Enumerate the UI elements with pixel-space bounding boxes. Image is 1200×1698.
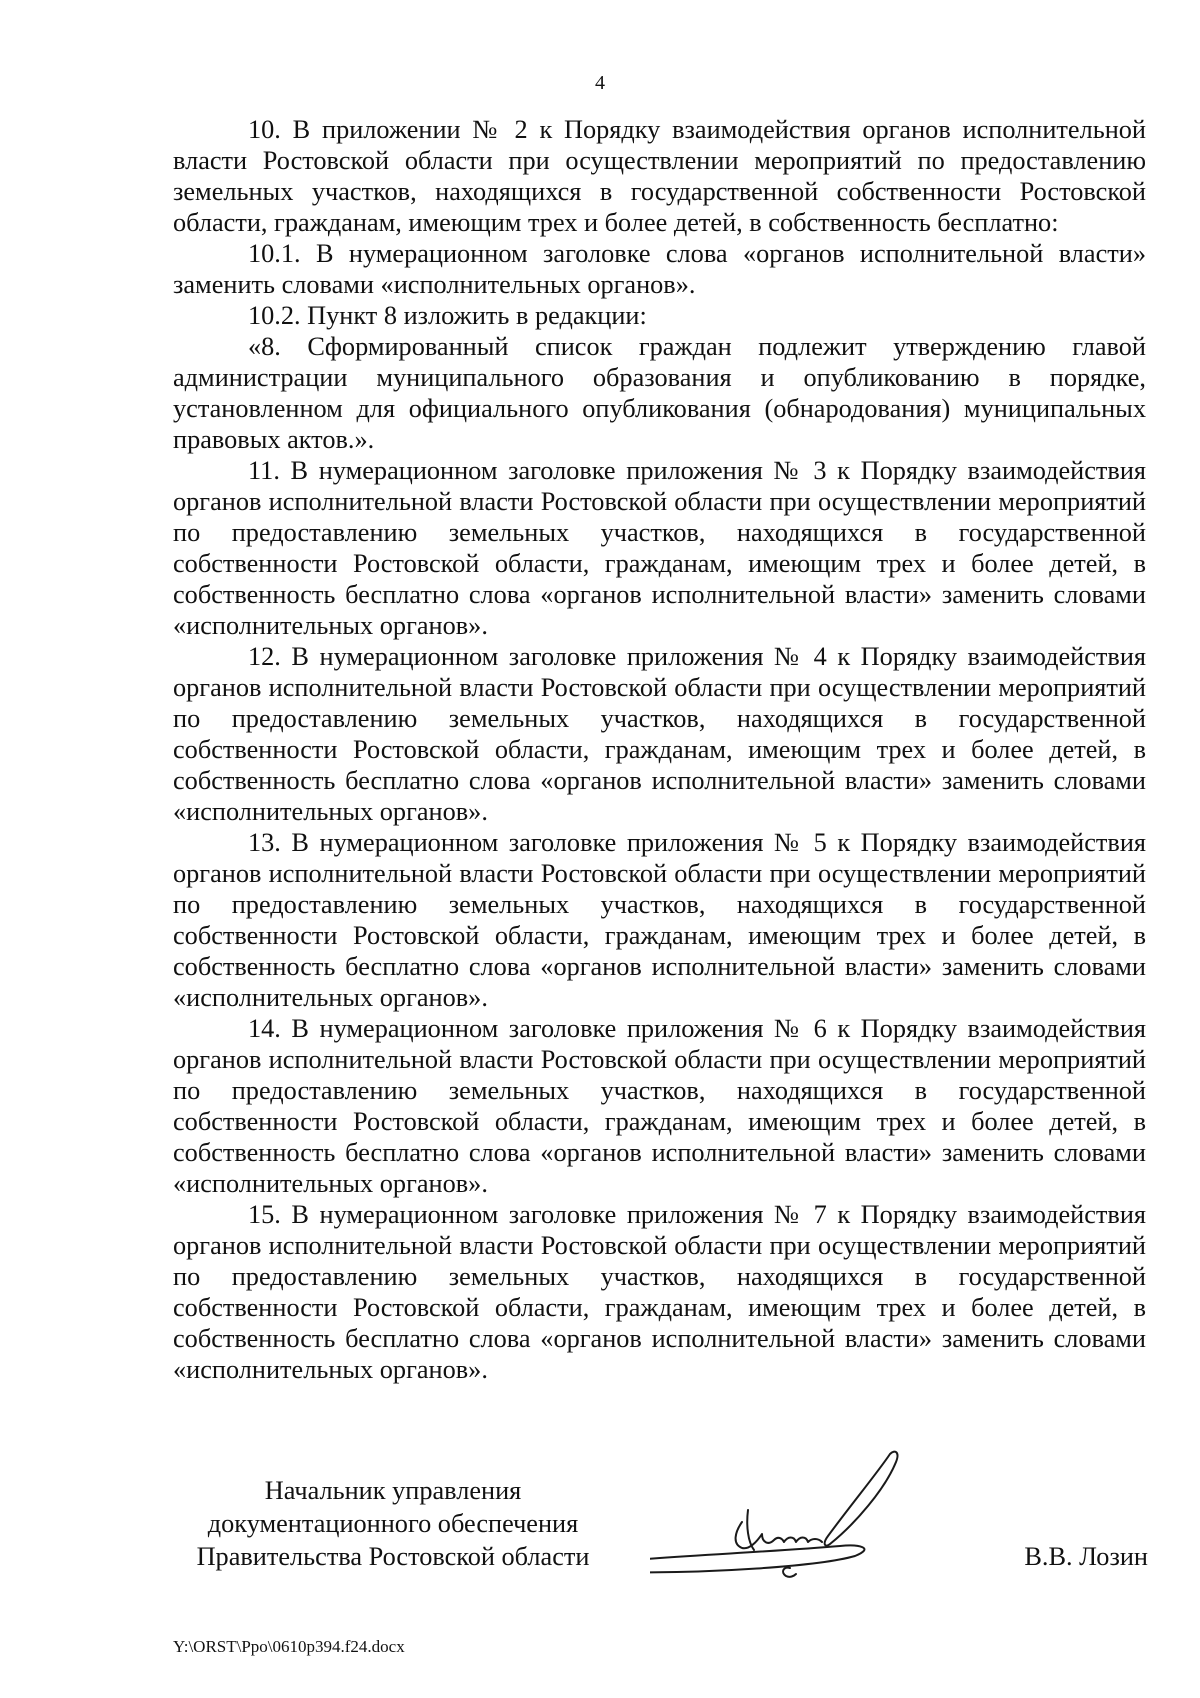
document-body	[173, 114, 1146, 1385]
signatory-title	[173, 1474, 613, 1573]
paragraph-11: 11. В нумерационном заголовке приложения № 3 к Порядку взаимодействия органов исполнительной власти Ростовской области при осуществлении мероприятий по предоставлению земельных участков, находящихся в государственной собственности Ростовской области, гражданам, имеющим трех и более детей, в собственность бесплатно слова «органов исполнительной власти» заменить словами «исполнительных органов».	[173, 456, 1146, 640]
page-number: 4	[595, 72, 605, 94]
paragraph-14: 14. В нумерационном заголовке приложения № 6 к Порядку взаимодействия органов исполнительной власти Ростовской области при осуществлении мероприятий по предоставлению земельных участков, находящихся в государственной собственности Ростовской области, гражданам, имеющим трех и более детей, в собственность бесплатно слова «органов исполнительной власти» заменить словами «исполнительных органов».	[173, 1014, 1146, 1198]
paragraph-10-2: 10.2. Пункт 8 изложить в редакции:	[248, 301, 647, 330]
signatory-title-line: Начальник управления	[264, 1476, 522, 1505]
paragraph-12: 12. В нумерационном заголовке приложения № 4 к Порядку взаимодействия органов исполнительной власти Ростовской области при осуществлении мероприятий по предоставлению земельных участков, находящихся в государственной собственности Ростовской области, гражданам, имеющим трех и более детей, в собственность бесплатно слова «органов исполнительной власти» заменить словами «исполнительных органов».	[173, 642, 1146, 826]
signatory-name: В.В. Лозин	[1024, 1542, 1148, 1571]
file-path: Y:\ORST\Ppo\0610p394.f24.docx	[173, 1637, 405, 1656]
signature-block	[0, 1474, 1200, 1624]
paragraph-13: 13. В нумерационном заголовке приложения № 5 к Порядку взаимодействия органов исполнительной власти Ростовской области при осуществлении мероприятий по предоставлению земельных участков, находящихся в государственной собственности Ростовской области, гражданам, имеющим трех и более детей, в собственность бесплатно слова «органов исполнительной власти» заменить словами «исполнительных органов».	[173, 828, 1146, 1012]
paragraph-point-8: «8. Сформированный список граждан подлежит утверждению главой администрации муниципального образования и опубликованию в порядке, установленном для официального опубликования (обнародования) муниципальных правовых актов.».	[173, 332, 1146, 454]
signatory-title-line: Правительства Ростовской области	[196, 1542, 590, 1571]
signatory-title-line: документационного обеспечения	[207, 1509, 579, 1538]
paragraph-10-1: 10.1. В нумерационном заголовке слова «органов исполнительной власти» заменить словами «исполнительных органов».	[173, 239, 1146, 299]
paragraph-10: 10. В приложении № 2 к Порядку взаимодействия органов исполнительной власти Ростовской области при осуществлении мероприятий по предоставлению земельных участков, находящихся в государственной собственности Ростовской области, гражданам, имеющим трех и более детей, в собственность бесплатно:	[173, 115, 1146, 237]
paragraph-15: 15. В нумерационном заголовке приложения № 7 к Порядку взаимодействия органов исполнительной власти Ростовской области при осуществлении мероприятий по предоставлению земельных участков, находящихся в государственной собственности Ростовской области, гражданам, имеющим трех и более детей, в собственность бесплатно слова «органов исполнительной власти» заменить словами «исполнительных органов».	[173, 1200, 1146, 1384]
handwritten-signature	[650, 1444, 980, 1584]
